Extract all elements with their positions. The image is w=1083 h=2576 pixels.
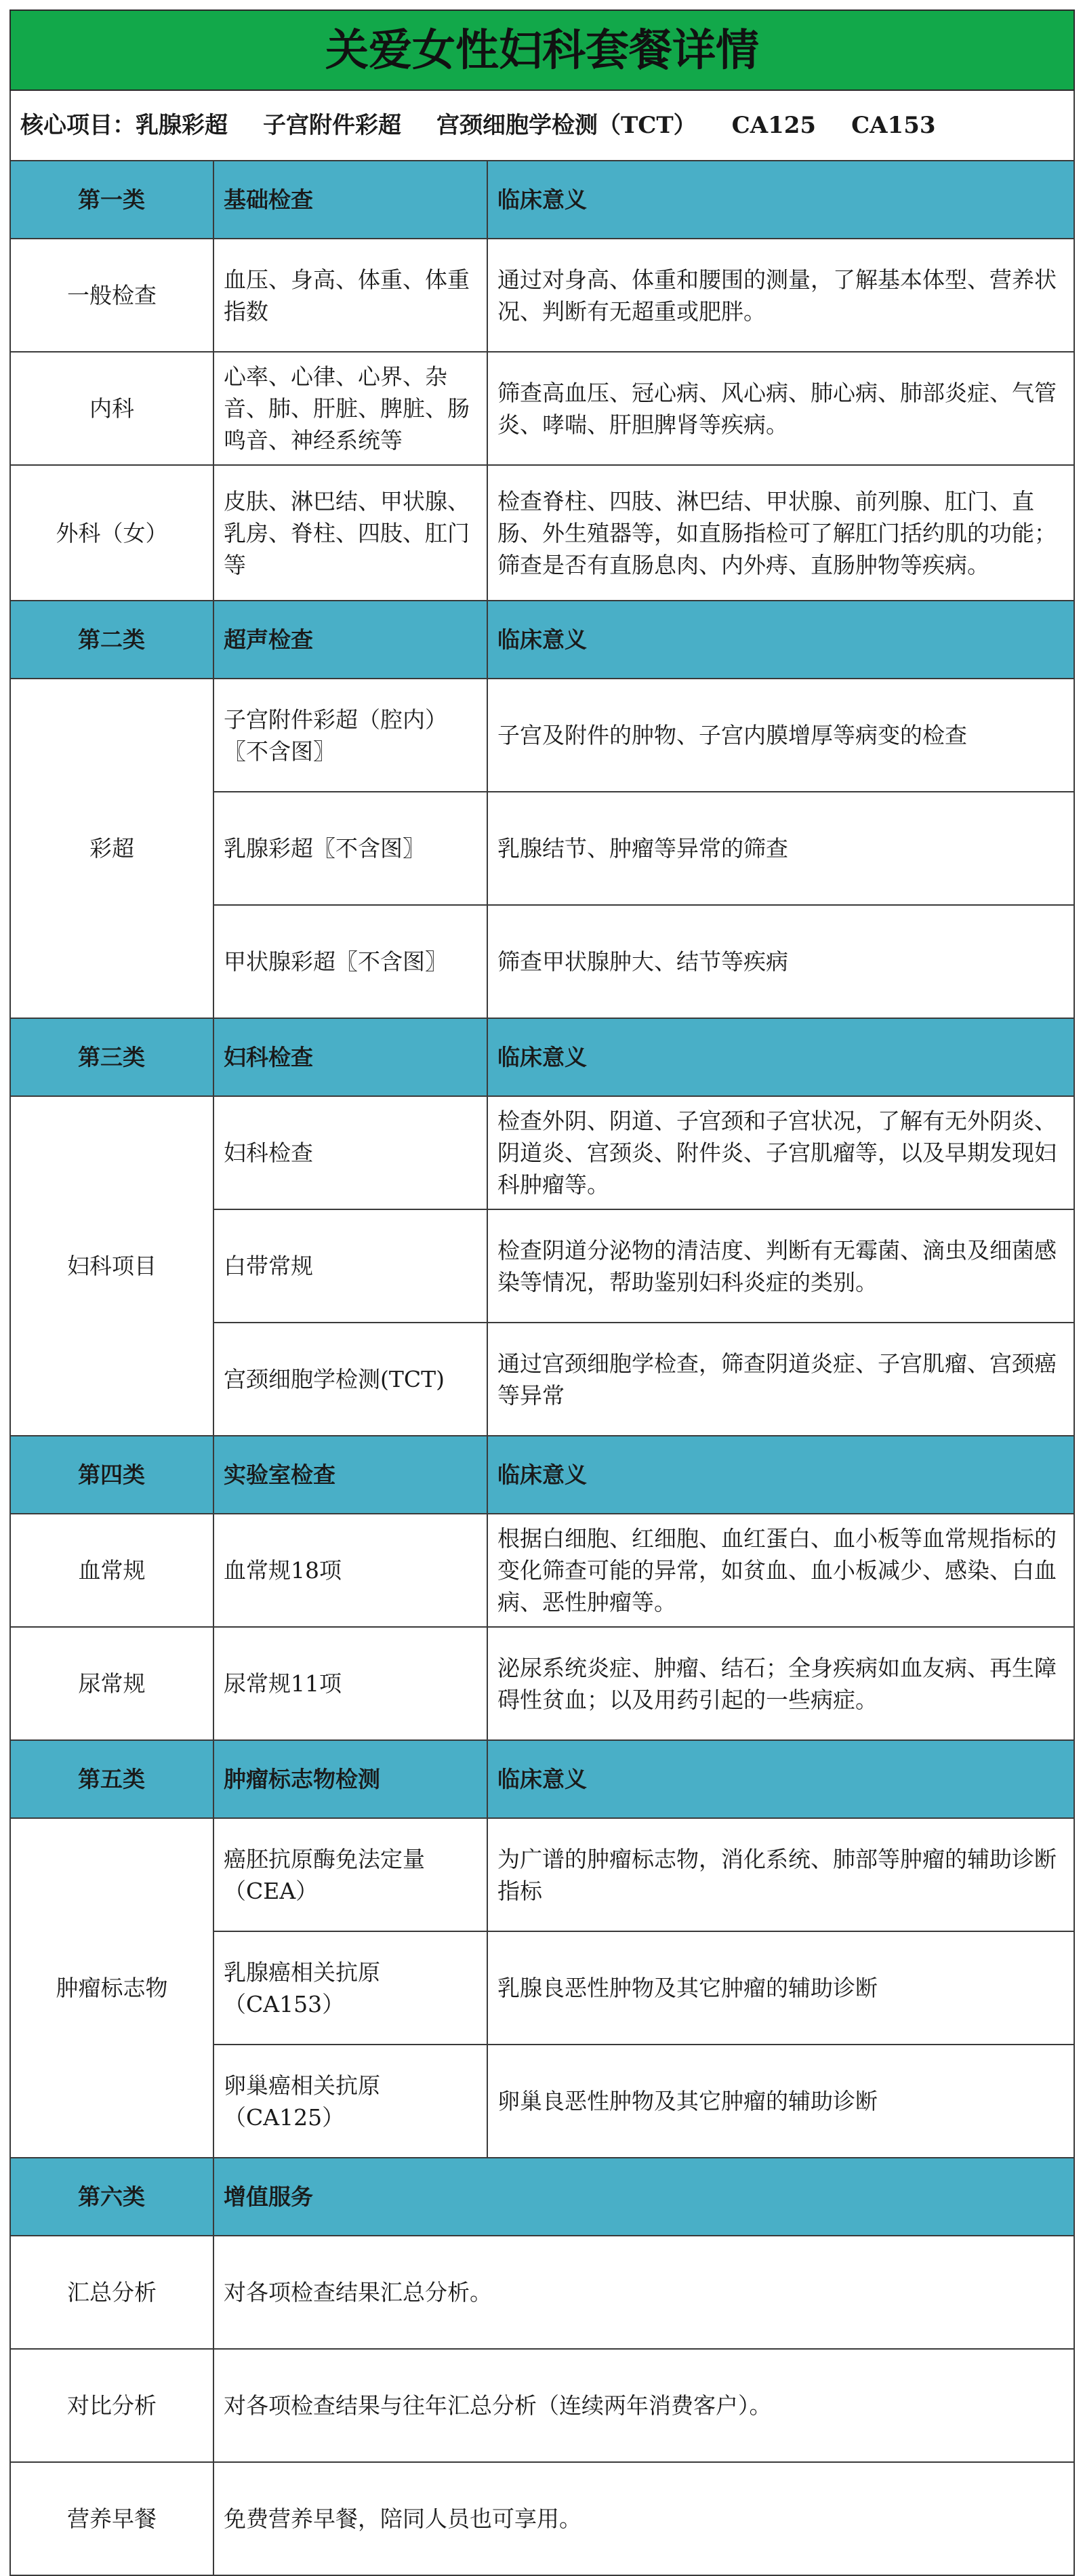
core-item: 子宫附件彩超	[263, 111, 401, 139]
section-header-row	[10, 161, 1074, 239]
core-item: 乳腺彩超	[136, 111, 228, 139]
item-cell: 乳腺彩超〖不含图〗	[213, 792, 487, 905]
table-row	[10, 1096, 1074, 1209]
item-cell: 血常规18项	[213, 1514, 487, 1627]
category-label: 第四类	[10, 1436, 213, 1514]
item-cell: 尿常规11项	[213, 1627, 487, 1740]
section-header-row	[10, 1436, 1074, 1514]
table-row	[10, 1514, 1074, 1627]
service-cell: 对各项检查结果与往年汇总分析（连续两年消费客户）。	[213, 2349, 1074, 2462]
item-cell: 乳腺癌相关抗原（CA153）	[213, 1931, 487, 2045]
meaning-header: 临床意义	[487, 1436, 1074, 1514]
item-cell: 卵巢癌相关抗原（CA125）	[213, 2045, 487, 2158]
table-row	[10, 465, 1074, 601]
category-label: 第六类	[10, 2158, 213, 2236]
section-header-row	[10, 601, 1074, 679]
category-label: 第二类	[10, 601, 213, 679]
item-cell: 妇科检查	[213, 1096, 487, 1209]
package-table	[9, 9, 1075, 2576]
meaning-cell: 筛查甲状腺肿大、结节等疾病	[487, 905, 1074, 1018]
group-label: 肿瘤标志物	[10, 1818, 213, 2158]
core-item: CA153	[851, 111, 936, 139]
group-label: 尿常规	[10, 1627, 213, 1740]
table-row	[10, 679, 1074, 792]
meaning-cell: 检查脊柱、四肢、淋巴结、甲状腺、前列腺、肛门、直肠、外生殖器等，如直肠指检可了解肛门括约肌的功能；筛查是否有直肠息肉、内外痔、直肠肿物等疾病。	[487, 465, 1074, 601]
meaning-cell: 根据白细胞、红细胞、血红蛋白、血小板等血常规指标的变化筛查可能的异常，如贫血、血小板减少、感染、白血病、恶性肿瘤等。	[487, 1514, 1074, 1627]
section-title: 妇科检查	[213, 1018, 487, 1096]
page-title: 关爱女性妇科套餐详情	[10, 10, 1074, 90]
item-cell: 宫颈细胞学检测(TCT)	[213, 1323, 487, 1436]
meaning-cell: 通过宫颈细胞学检查，筛查阴道炎症、子宫肌瘤、宫颈癌等异常	[487, 1323, 1074, 1436]
service-cell: 免费营养早餐，陪同人员也可享用。	[213, 2462, 1074, 2575]
meaning-cell: 筛查高血压、冠心病、风心病、肺心病、肺部炎症、气管炎、哮喘、肝胆脾肾等疾病。	[487, 352, 1074, 465]
group-label: 血常规	[10, 1514, 213, 1627]
table-row	[10, 2462, 1074, 2575]
item-cell: 癌胚抗原酶免法定量（CEA）	[213, 1818, 487, 1931]
table-row	[10, 2349, 1074, 2462]
group-label: 外科（女）	[10, 465, 213, 601]
table-row	[10, 1627, 1074, 1740]
core-item: CA125	[731, 111, 817, 139]
group-label: 汇总分析	[10, 2236, 213, 2349]
meaning-header: 临床意义	[487, 1018, 1074, 1096]
group-label: 对比分析	[10, 2349, 213, 2462]
item-cell: 心率、心律、心界、杂音、肺、肝脏、脾脏、肠鸣音、神经系统等	[213, 352, 487, 465]
table-row	[10, 239, 1074, 352]
table-row	[10, 2236, 1074, 2349]
category-label: 第一类	[10, 161, 213, 239]
meaning-cell: 泌尿系统炎症、肿瘤、结石；全身疾病如血友病、再生障碍性贫血；以及用药引起的一些病症。	[487, 1627, 1074, 1740]
meaning-header: 临床意义	[487, 161, 1074, 239]
core-item: 宫颈细胞学检测（TCT）	[436, 111, 697, 139]
meaning-header: 临床意义	[487, 1740, 1074, 1818]
core-label: 核心项目：	[20, 111, 136, 139]
section-header-row	[10, 1018, 1074, 1096]
item-cell: 皮肤、淋巴结、甲状腺、乳房、脊柱、四肢、肛门等	[213, 465, 487, 601]
section-title: 基础检查	[213, 161, 487, 239]
service-cell: 对各项检查结果汇总分析。	[213, 2236, 1074, 2349]
section-title: 肿瘤标志物检测	[213, 1740, 487, 1818]
package-sheet	[9, 9, 1074, 2576]
table-row	[10, 352, 1074, 465]
meaning-cell: 子宫及附件的肿物、子宫内膜增厚等病变的检查	[487, 679, 1074, 792]
group-label: 一般检查	[10, 239, 213, 352]
item-cell: 血压、身高、体重、体重指数	[213, 239, 487, 352]
section-title: 超声检查	[213, 601, 487, 679]
core-items-row	[10, 90, 1074, 161]
item-cell: 子宫附件彩超（腔内）〖不含图〗	[213, 679, 487, 792]
section-title: 实验室检查	[213, 1436, 487, 1514]
section-header-row	[10, 1740, 1074, 1818]
group-label: 营养早餐	[10, 2462, 213, 2575]
category-label: 第三类	[10, 1018, 213, 1096]
item-cell: 白带常规	[213, 1209, 487, 1323]
meaning-cell: 检查阴道分泌物的清洁度、判断有无霉菌、滴虫及细菌感染等情况，帮助鉴别妇科炎症的类别。	[487, 1209, 1074, 1323]
meaning-cell: 乳腺良恶性肿物及其它肿瘤的辅助诊断	[487, 1931, 1074, 2045]
section-title: 增值服务	[213, 2158, 1074, 2236]
title-row	[10, 10, 1074, 90]
meaning-header: 临床意义	[487, 601, 1074, 679]
meaning-cell: 为广谱的肿瘤标志物，消化系统、肺部等肿瘤的辅助诊断指标	[487, 1818, 1074, 1931]
group-label: 妇科项目	[10, 1096, 213, 1436]
item-cell: 甲状腺彩超〖不含图〗	[213, 905, 487, 1018]
group-label: 彩超	[10, 679, 213, 1018]
table-row	[10, 1818, 1074, 1931]
meaning-cell: 通过对身高、体重和腰围的测量，了解基本体型、营养状况、判断有无超重或肥胖。	[487, 239, 1074, 352]
section-header-row	[10, 2158, 1074, 2236]
meaning-cell: 检查外阴、阴道、子宫颈和子宫状况，了解有无外阴炎、阴道炎、宫颈炎、附件炎、子宫肌瘤等，以及早期发现妇科肿瘤等。	[487, 1096, 1074, 1209]
category-label: 第五类	[10, 1740, 213, 1818]
core-items-cell	[10, 90, 1074, 161]
meaning-cell: 乳腺结节、肿瘤等异常的筛查	[487, 792, 1074, 905]
group-label: 内科	[10, 352, 213, 465]
meaning-cell: 卵巢良恶性肿物及其它肿瘤的辅助诊断	[487, 2045, 1074, 2158]
